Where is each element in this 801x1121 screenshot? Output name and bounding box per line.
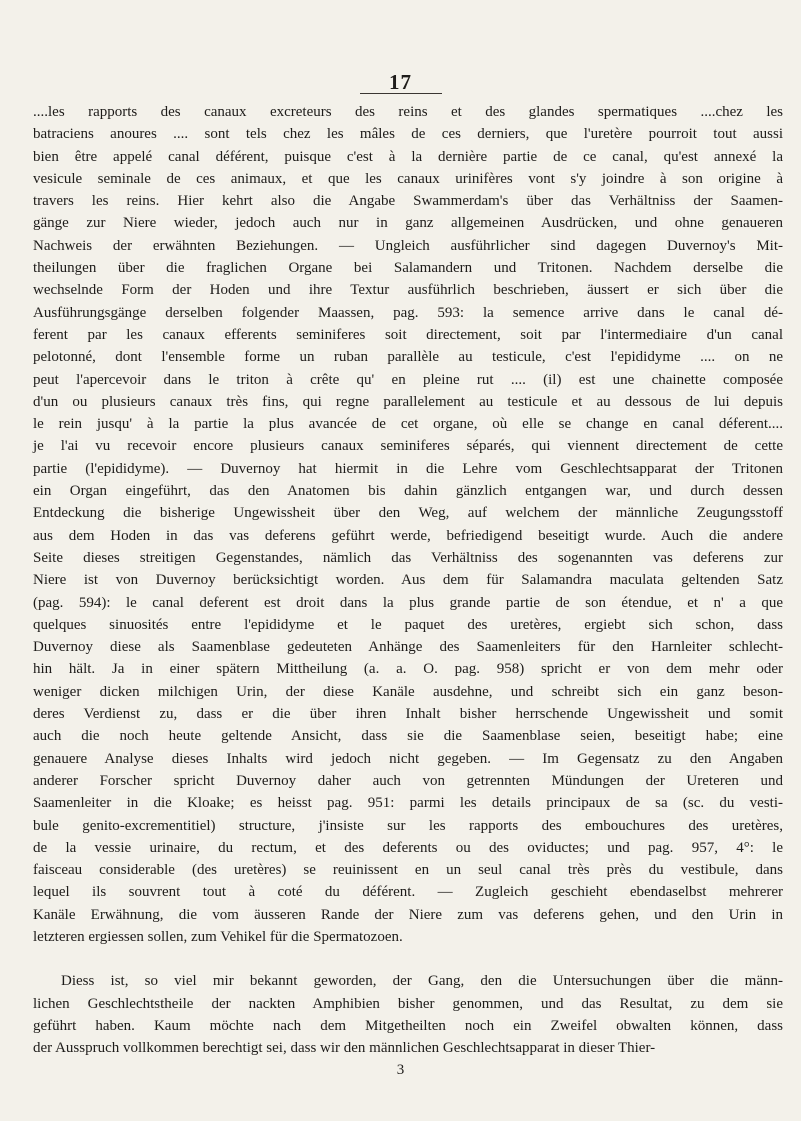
text-line: Duvernoy diese als Saamenblase gedeuteten Anhänge des Saamenleiters für den Harnleiter schlecht- — [33, 639, 783, 656]
text-line: Seite dieses streitigen Gegenstandes, nämlich das Verhältniss des sogenannten vas deferens zur — [33, 549, 783, 566]
signature-mark: 3 — [396, 1062, 405, 1078]
text-line: peut l'apercevoir dans le triton à crête qu' en pleine rut .... (il) est une chainette composée — [33, 371, 783, 388]
paragraph-2 — [33, 970, 783, 1059]
text-line: quelques sinuosités entre l'epididyme et le paquet des uretères, ergiebt sich schon, dass — [33, 616, 783, 633]
text-line: der Ausspruch vollkommen berechtigt sei, dass wir den männlichen Geschlechtsapparat in dieser Thier- — [33, 1040, 656, 1057]
text-line: ferent par les canaux efferents seminiferes soit directement, soit par l'intermediaire d'un canal — [33, 326, 783, 343]
text-line: lequel ils souvrent tout à coté du déférent. — Zugleich geschieht ebendaselbst mehrerer — [33, 884, 783, 901]
text-line: batraciens anoures .... sont tels chez les mâles de ces derniers, que l'uretère pourroit tout aussi — [33, 126, 783, 143]
text-line: Diess ist, so viel mir bekannt geworden, der Gang, den die Untersuchungen über die männ- — [61, 973, 783, 990]
text-line: (pag. 594): le canal deferent est droit dans la plus grande partie de son étendue, et n' a que — [33, 594, 783, 611]
body-text — [33, 101, 783, 1059]
page-number: 17 — [389, 70, 412, 94]
text-line: ein Organ eingeführt, das den Anatomen bis dahin gänzlich entgangen war, und durch dessen — [33, 483, 783, 500]
text-line: hin hält. Ja in einer spätern Mittheilung (a. a. O. pag. 958) spricht er von dem mehr oder — [33, 661, 783, 678]
text-line: auch die noch heute geltende Ansicht, dass sie die Saamenblase seien, beseitigt habe; eine — [33, 728, 783, 745]
text-line: de la vessie urinaire, du rectum, et des deferents ou des oviductes; und pag. 957, 4°: le — [33, 839, 783, 856]
text-line: faisceau considerable (des uretères) se reuinissent en un seul canal très près du vestibule, dans — [33, 862, 783, 879]
text-line: theilungen über die fraglichen Organe bei Salamandern und Tritonen. Nachdem derselbe die — [33, 260, 783, 277]
text-line: anderer Forscher spricht Duvernoy daher auch von getrennten Mündungen der Ureteren und — [33, 772, 783, 789]
text-line: gänge zur Niere wieder, jedoch auch nur in ganz allgemeinen Ausdrücken, und ohne genaueren — [33, 215, 783, 232]
paragraph-1 — [33, 101, 783, 948]
text-line: lichen Geschlechtstheile der nackten Amphibien bisher genommen, und das Resultat, zu dem sie — [33, 995, 783, 1012]
text-line: wechselnde Form der Hoden und ihre Textur ausführlich beschrieben, äussert er sich über die — [33, 282, 783, 299]
text-line: genauere Analyse dieses Inhalts wird jedoch nicht gegeben. — Im Gegensatz zu den Angaben — [33, 750, 783, 767]
text-line: travers les reins. Hier kehrt also die Angabe Swammerdam's über das Verhältniss der Saamen- — [33, 193, 783, 210]
text-line: geführt haben. Kaum möchte nach dem Mitgetheilten noch ein Zweifel obwalten können, dass — [33, 1017, 783, 1034]
text-line: Ausführungsgänge derselben folgender Maassen, pag. 593: la semence arrive dans le canal dé- — [33, 304, 783, 321]
text-line: bien être appelé canal déférent, puisque c'est à la dernière partie de ce canal, qu'est annexé la — [33, 148, 783, 165]
text-line: Saamenleiter in die Kloake; es heisst pag. 951: parmi les details principaux de sa (sc. du vesti- — [33, 795, 783, 812]
text-line: ....les rapports des canaux excreteurs des reins et des glandes spermatiques ....chez les — [33, 104, 783, 120]
text-line: vesicule seminale de ces animaux, et que les canaux urinifères vont s'y joindre à son origine à — [33, 170, 783, 187]
text-line: le rein jusqu' à la partie la plus avancée de cet organe, où elle se change en canal déferent.... — [33, 416, 783, 433]
text-line: d'un ou plusieurs canaux très fins, qui regne parallelement au testicule et au dessous de lui depuis — [33, 393, 783, 410]
text-line: Niere ist von Duvernoy berücksichtigt worden. Aus dem für Salamandra maculata geltenden Satz — [33, 572, 783, 589]
text-line: Nachweis der erwähnten Beziehungen. — Ungleich ausführlicher sind dagegen Duvernoy's Mit- — [33, 237, 783, 254]
text-line: Entdeckung die bisherige Ungewissheit über den Weg, auf welchem der männliche Zeugungsstoff — [33, 505, 783, 522]
text-line: partie (l'epididyme). — Duvernoy hat hiermit in die Lehre vom Geschlechtsapparat der Tritonen — [33, 460, 783, 477]
text-line: je l'ai vu recevoir encore plusieurs canaux seminiferes séparés, qui viennent directement de cette — [33, 438, 783, 455]
text-line: deres Verdienst zu, dass er die über ihren Inhalt bisher herrschende Ungewissheit und somit — [33, 706, 783, 723]
header-rule — [360, 93, 442, 94]
paragraph-gap — [33, 948, 783, 970]
text-line: weniger dicken milchigen Urin, der diese Kanäle ausdehne, und schreibt sich ein ganz beson- — [33, 683, 783, 700]
text-line: Kanäle Erwähnung, die vom äusseren Rande der Niere zum vas deferens gehen, und den Urin in — [33, 906, 783, 923]
text-line: pelotonné, dont l'ensemble forme un ruban parallèle au testicule, c'est l'epididyme .... on ne — [33, 349, 783, 366]
text-line: aus dem Hoden in das vas deferens geführt werde, befriedigend beseitigt wurde. Auch die andere — [33, 527, 783, 544]
text-line: bule genito-excrementitiel) structure, j'insiste sur les rapports des embouchures des uretères, — [33, 817, 783, 834]
text-line: letzteren ergiessen sollen, zum Vehikel für die Spermatozoen. — [33, 928, 403, 945]
